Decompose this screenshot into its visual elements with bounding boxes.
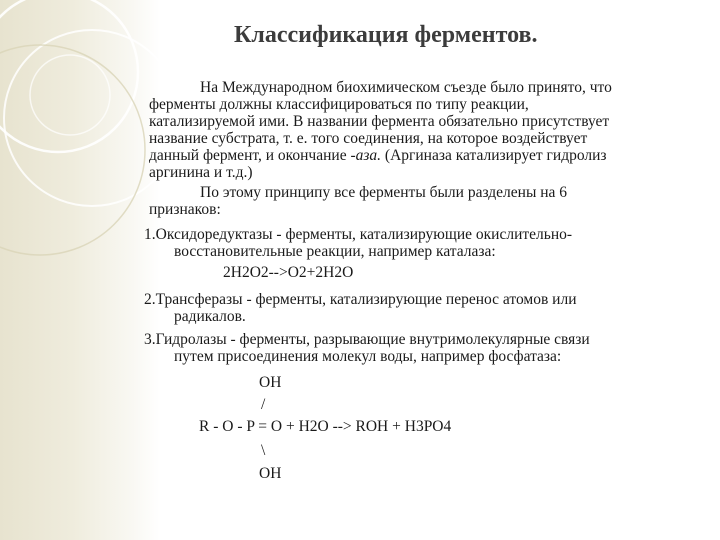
structure-slash: / — [261, 396, 266, 413]
intro-line: На Международном биохимическом съезде было принято, что — [200, 79, 612, 96]
structure-top: OH — [259, 374, 282, 391]
list-item-line: радикалов. — [174, 308, 246, 325]
structure-main: R - O - P = O + H2O --> ROH + H3PO4 — [199, 418, 452, 435]
structure-backslash: \ — [261, 442, 266, 459]
formula: 2H2O2-->O2+2H2O — [223, 264, 354, 281]
intro-text: (Аргиназа катализирует гидролиз — [381, 147, 607, 164]
intro-text: данный фермент, и окончание — [149, 147, 351, 164]
page-title: Классификация ферментов. — [234, 22, 538, 48]
list-item-line: 3.Гидролазы - ферменты, разрывающие внутримолекулярные связи — [144, 331, 590, 348]
list-item-line: путем присоединения молекул воды, например фосфатаза: — [174, 348, 562, 365]
decorative-background — [0, 0, 160, 540]
intro-line: аргинина и т.д.) — [149, 164, 253, 181]
decorative-arcs — [0, 0, 160, 540]
intro-line — [149, 147, 607, 164]
intro-line: ферменты должны классифицироваться по типу реакции, — [149, 96, 529, 113]
structure-bottom: OH — [259, 465, 282, 482]
principle-line: признаков: — [149, 201, 221, 218]
list-item-line: 2.Трансферазы - ферменты, катализирующие перенос атомов или — [144, 291, 577, 308]
principle-line: По этому принципу все ферменты были разделены на 6 — [200, 184, 568, 201]
suffix-text: -аза. — [350, 147, 382, 164]
intro-line: катализируемой ими. В названии фермента обязательно присутствует — [149, 113, 610, 130]
intro-line: название субстрата, т. е. того соединения, на которое воздействует — [149, 130, 588, 147]
list-item-line: восстановительные реакции, например каталаза: — [174, 243, 496, 260]
list-item-line: 1.Оксидоредуктазы - ферменты, катализирующие окислительно- — [144, 226, 573, 243]
